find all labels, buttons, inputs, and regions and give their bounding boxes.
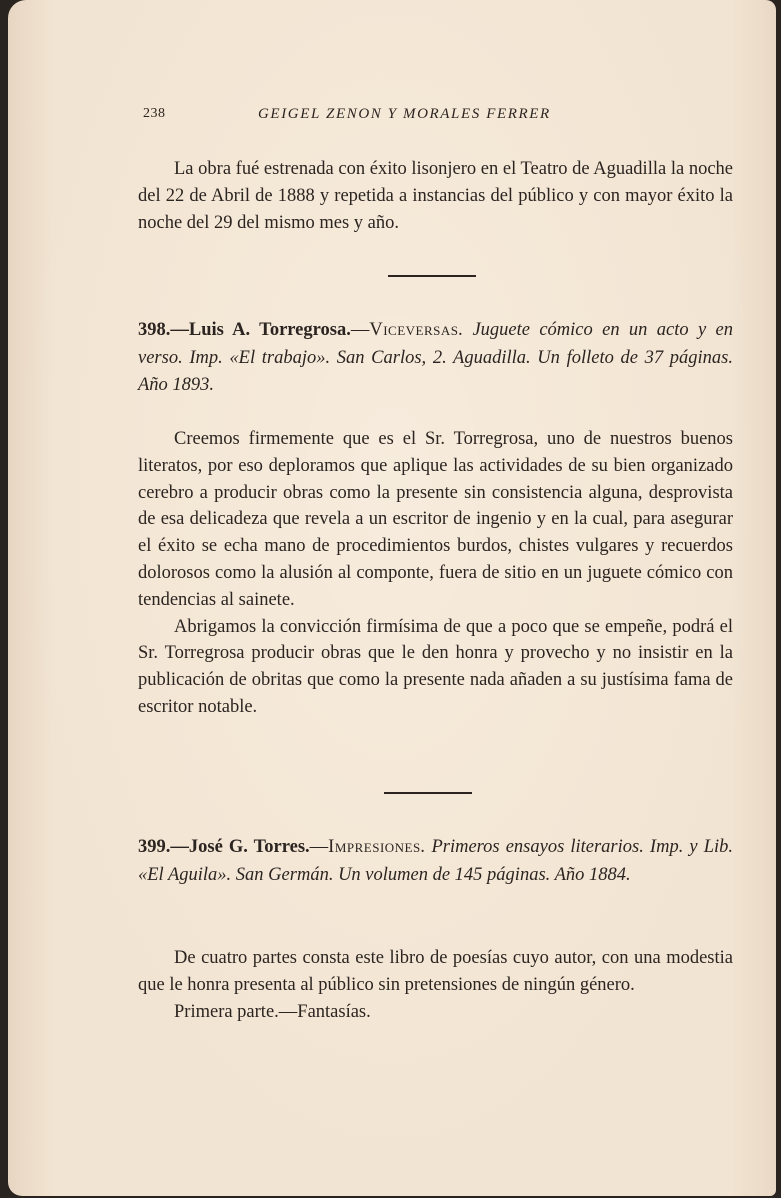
- entry-399-commentary: [138, 945, 733, 1025]
- entry-398: [138, 317, 733, 400]
- entry-399: [138, 834, 733, 889]
- commentary-paragraph: De cuatro partes consta este libro de poesías cuyo autor, con una modestia que le honra presenta al público sin pretensiones de ningún género.: [138, 948, 733, 995]
- entry-author: Luis A. Torregrosa.: [188, 320, 351, 340]
- intro-text: [138, 156, 733, 236]
- entry-description: . Juguete cómico en un acto y en verso. Imp. «El trabajo». San Carlos, 2. Aguadilla. Un folleto de 37 páginas. Año 1893.: [138, 320, 733, 395]
- entry-dash: —: [350, 320, 370, 340]
- entry-title: Viceversas: [369, 320, 459, 340]
- entry-number: 399.—: [138, 837, 189, 857]
- entry-398-commentary: [138, 426, 733, 721]
- section-divider: [388, 275, 476, 277]
- running-head: GEIGEL ZENON Y MORALES FERRER: [258, 106, 551, 122]
- entry-dash: —: [309, 837, 329, 857]
- entry-description: . Primeros ensayos literarios. Imp. y Lib. «El Aguila». San Germán. Un volumen de 145 páginas. Año 1884.: [138, 837, 734, 885]
- entry-author: José G. Torres.: [188, 837, 310, 857]
- section-divider: [384, 792, 472, 794]
- commentary-paragraph: Creemos firmemente que es el Sr. Torregrosa, uno de nuestros buenos literatos, por eso deploramos que aplique las actividades de su bien organizado cerebro a producir obras como la presente sin consistencia alguna, desprovista de esa delicadeza que revela a un escritor de ingenio y en la cual, para asegurar el éxito se echa mano de procedimientos burdos, chistes vulgares y recuerdos dolorosos como la alusión al componte, fuera de sitio en un juguete cómico con tendencias al sainete.: [138, 429, 733, 610]
- entry-title: Impresiones: [328, 837, 421, 857]
- entry-number: 398.—: [138, 320, 189, 340]
- commentary-paragraph: Primera parte.—Fantasías.: [174, 1001, 371, 1022]
- page-header: [8, 106, 776, 128]
- intro-paragraph: La obra fué estrenada con éxito lisonjero en el Teatro de Aguadilla la noche del 22 de Abril de 1888 y repetida a instancias del público y con mayor éxito la noche del 29 del mismo mes y año.: [138, 159, 733, 233]
- book-page: [8, 0, 776, 1196]
- page-number: 238: [143, 106, 166, 121]
- commentary-paragraph: Abrigamos la convicción firmísima de que a poco que se empeñe, podrá el Sr. Torregrosa producir obras que le den honra y provecho y no insistir en la publicación de obritas que como la presente nada añaden a su justísima fama de escritor notable.: [138, 616, 733, 717]
